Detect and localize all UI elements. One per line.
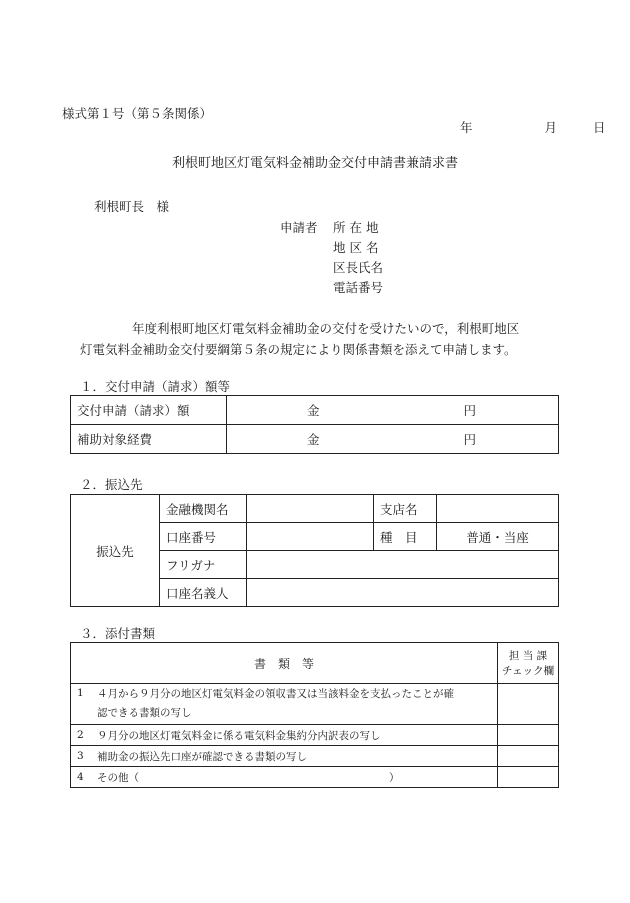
table-row (71, 425, 559, 454)
applicant-address-label: 所 在 地 (333, 220, 379, 235)
amount-label: 交付申請（請求）額 (71, 396, 227, 425)
attachments-table (70, 642, 559, 788)
furigana-field[interactable] (247, 551, 559, 579)
form-number: 様式第１号（第５条関係） (62, 106, 213, 121)
table-row (71, 767, 559, 788)
amount-table (70, 395, 559, 454)
item-check-cell[interactable] (498, 684, 559, 725)
other-open: その他（ (97, 771, 139, 784)
item-number: 3 (71, 746, 98, 767)
applicant-label: 申請者 (280, 220, 318, 235)
applicant-head-name-label: 区長氏名 (333, 260, 384, 275)
item-text-line2: 認できる書類の写し (97, 707, 192, 719)
applicant-district-label: 地 区 名 (333, 240, 379, 255)
date-day: 日 (592, 120, 606, 135)
branch-label: 支店名 (374, 495, 437, 523)
table-row (71, 643, 559, 684)
item-text (97, 767, 498, 788)
section1-heading: １．交付申請（請求）額等 (80, 379, 231, 394)
table-row (71, 725, 559, 746)
section3-heading: ３．添付書類 (80, 626, 156, 641)
expense-value-cell[interactable] (227, 425, 559, 454)
item-check-cell[interactable] (498, 746, 559, 767)
addressee: 利根町長 様 (94, 199, 170, 214)
account-holder-label: 口座名義人 (160, 579, 247, 607)
applicant-phone-label: 電話番号 (333, 280, 384, 295)
account-type-field[interactable]: 普通・当座 (437, 523, 559, 551)
item-text (97, 684, 498, 725)
section2-heading: ２．振込先 (80, 477, 143, 492)
table-row (71, 684, 559, 725)
other-close: ） (389, 771, 400, 784)
expense-prefix: 金 (307, 432, 320, 447)
account-number-label: 口座番号 (160, 523, 247, 551)
amount-value-cell[interactable] (227, 396, 559, 425)
bank-table (70, 494, 559, 607)
bank-name-field[interactable] (247, 495, 374, 523)
body-line-2: 灯電気料金補助金交付要綱第５条の規定により関係書類を添えて申請します。 (80, 342, 517, 357)
documents-header: 書 類 等 (71, 643, 498, 684)
bank-name-label: 金融機関名 (160, 495, 247, 523)
date-year: 年 (460, 120, 473, 135)
item-number: 2 (71, 725, 98, 746)
item-text-line1: ４月から９月分の地区灯電気料金の領収書又は当該料金を支払ったことが確 (97, 688, 454, 700)
item-check-cell[interactable] (498, 767, 559, 788)
amount-prefix: 金 (307, 403, 320, 418)
table-row (71, 396, 559, 425)
table-row (71, 495, 559, 523)
amount-unit: 円 (463, 403, 477, 418)
document-title: 利根町地区灯電気料金補助金交付申請書兼請求書 (171, 156, 458, 171)
check-header-line1: 担 当 課 (508, 650, 548, 662)
item-check-cell[interactable] (498, 725, 559, 746)
transfer-group-label: 振込先 (71, 495, 160, 607)
body-line-1: 年度利根町地区灯電気料金補助金の交付を受けたいので，利根町地区 (132, 321, 520, 336)
item-text: 補助金の振込先口座が確認できる書類の写し (97, 746, 498, 767)
item-text: ９月分の地区灯電気料金に係る電気料金集約分内訳表の写し (97, 725, 498, 746)
account-number-field[interactable] (247, 523, 374, 551)
item-number: 1 (71, 684, 98, 725)
account-type-label: 種 目 (374, 523, 437, 551)
check-column-header (498, 643, 559, 684)
expense-unit: 円 (463, 432, 477, 447)
expense-label: 補助対象経費 (71, 425, 227, 454)
item-number: 4 (71, 767, 98, 788)
check-header-line2: チェック欄 (501, 665, 555, 677)
branch-field[interactable] (437, 495, 559, 523)
date-line (460, 118, 606, 136)
furigana-label: フリガナ (160, 551, 247, 579)
account-holder-field[interactable] (247, 579, 559, 607)
date-month: 月 (544, 120, 557, 135)
table-row (71, 746, 559, 767)
